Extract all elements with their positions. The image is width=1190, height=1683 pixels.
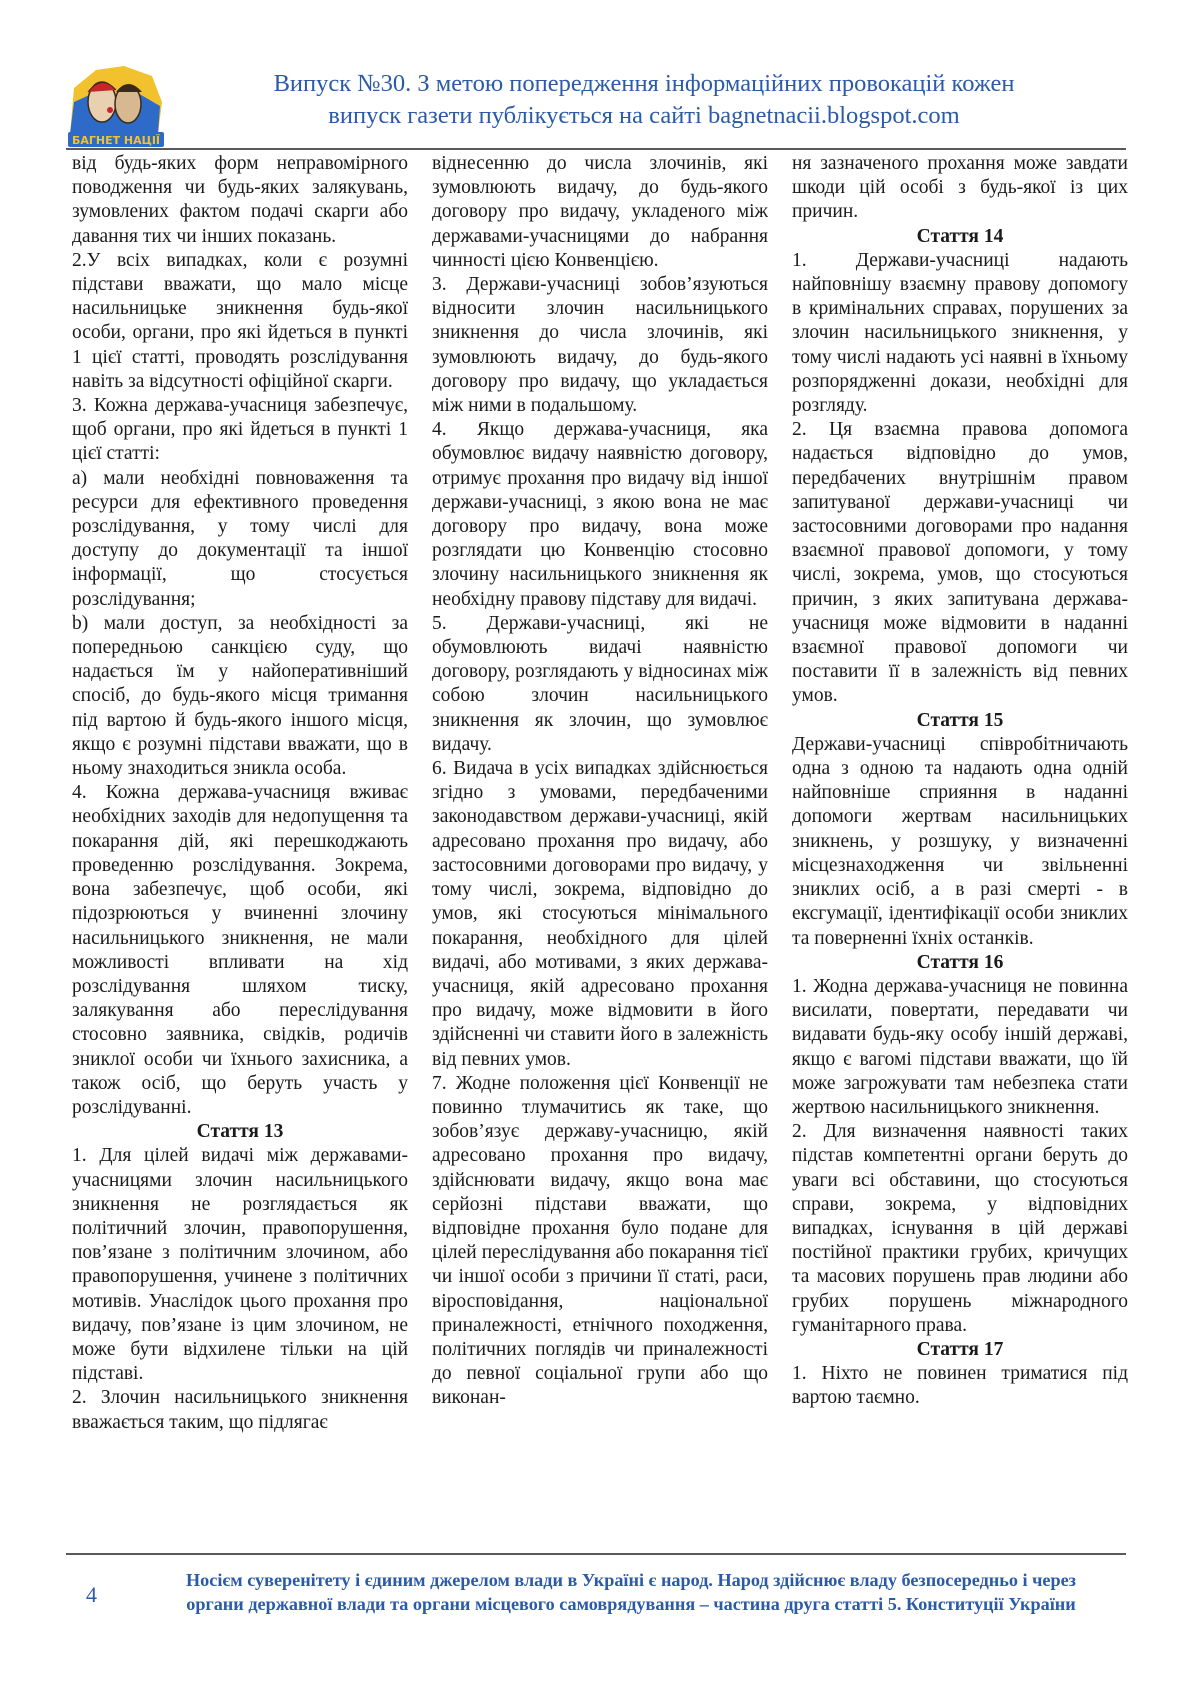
footer-quote <box>136 1568 1126 1616</box>
paragraph: 2. Для визначення наявності таких підстав компетентні органи беруть до уваги всі обставини, що стосуються справи, зокрема, у відповідних випадках, існування в цій державі постійної практики грубих, кричущих та масових порушень прав людини або грубих порушень міжнародного гуманітарного права. <box>792 1121 1128 1336</box>
article-heading-13: Стаття 13 <box>196 1121 284 1143</box>
paragraph: 4. Якщо держава-учасниця, яка обумовлює видачу наявністю договору, отримує прохання про видачу від іншої держави-учасниці, з якою вона не має договору про видачу, вона може розглядати цю Конвенцію стосовно злочину насильницького зникнення як необхідну правову підставу для видачі. <box>432 419 768 610</box>
text-column-2 <box>432 152 768 1548</box>
article-heading-16: Стаття 16 <box>916 951 1004 973</box>
paragraph: ня зазначеного прохання може завдати шкоди цій особі з будь-якої із цих причин. <box>792 153 1128 223</box>
article-heading-17: Стаття 17 <box>916 1338 1004 1360</box>
footer-line-1: Носієм суверенітету і єдиним джерелом влади в Україні є народ. Народ здійснює владу безпосередньо і через <box>186 1570 1076 1590</box>
article-heading-15: Стаття 15 <box>916 709 1004 731</box>
paragraph: 1. Для цілей видачі між державами-учасницями злочин насильницького зникнення не розглядається як політичний злочин, правопорушення, пов’язане з політичним злочином, або правопорушення, учинене з політичних мотивів. Унаслідок цього прохання про видачу, пов’язане із цим злочином, не може бути відхилене тільки на цій підставі. <box>72 1145 408 1385</box>
paragraph: 1. Ніхто не повинен триматися під вартою таємно. <box>792 1363 1128 1409</box>
paragraph: 1. Жодна держава-учасниця не повинна висилати, повертати, передавати чи видавати будь-яку особу іншій державі, якщо є вагомі підстави вважати, що їй може загрожувати там небезпека стати жертвою насильницького зникнення. <box>792 975 1128 1118</box>
paragraph: 6. Видача в усіх випадках здійснюється згідно з умовами, передбаченими законодавством держави-учасниці, якій адресовано прохання про видачу, або застосовними договорами про видачу, у тому числі, зокрема, відповідно до умов, які стосуються мінімального покарання, необхідного для цілей видачі, або мотивами, з яких держава-учасниця, якій адресовано прохання про видачу, може відмовити в його здійсненні чи ставити його в залежність від певних умов. <box>432 758 768 1070</box>
paragraph: 4. Кожна держава-учасниця вживає необхідних заходів для недопущення та покарання дій, які перешкоджають проведенню розслідування. Зокрема, вона забезпечує, щоб особи, які підозрюються у вчиненні злочину насильницького зникнення, не мали можливості впливати на хід розслідування шляхом тиску, залякування або переслідування стосовно заявника, свідків, родичів зниклої особи чи їхнього захисника, а також осіб, що беруть участь у розслідуванні. <box>72 782 408 1118</box>
paragraph: 3. Держави-учасниці зобов’язуються відносити злочин насильницького зникнення до числа злочинів, які зумовлюють видачу, до будь-якого договору про видачу, що укладається між ними в подальшому. <box>432 274 768 417</box>
header-line-2: випуск газети публікується на сайті bagnetnacii.blogspot.com <box>328 102 960 129</box>
article-heading-14: Стаття 14 <box>916 225 1004 247</box>
paragraph: від будь-яких форм неправомірного поводження чи будь-яких залякувань, зумовлених фактом подачі скарги або давання тих чи інших показань. <box>72 153 408 247</box>
paragraph: a) мали необхідні повноваження та ресурси для ефективного проведення розслідування, у тому числі для доступу до документації та іншої інформації, що стосується розслідування; <box>72 467 408 610</box>
paragraph: Держави-учасниці співробітничають одна з одною та надають одна одній найповніше сприяння в наданні допомоги жертвам насильницьких зникнень, у розшуку, у визначенні місцезнаходження чи звільненні зниклих осіб, а в разі смерті - в ексгумації, ідентифікації особи зниклих та поверненні їхніх останків. <box>792 733 1128 949</box>
paragraph: 2.У всіх випадках, коли є розумні підстави вважати, що мало місце насильницьке зникнення будь-якої особи, органи, про які йдеться в пункті 1 цієї статті, проводять розслідування навіть за відсутності офіційної скарги. <box>72 249 408 392</box>
header-divider <box>66 148 1126 150</box>
text-column-3 <box>792 152 1128 1548</box>
paragraph: 2. Злочин насильницького зникнення вважається таким, що підлягає <box>72 1387 408 1433</box>
paragraph: 1. Держави-учасниці надають найповнішу взаємну правову допомогу в кримінальних справах, порушених за злочин насильницького зникнення, у тому числі надають усі наявні в їхньому розпорядженні докази, необхідні для розгляду. <box>792 249 1128 417</box>
logo-graphic <box>66 62 166 148</box>
header-line-1: Випуск №30. З метою попередження інформаційних провокацій кожен <box>273 70 1015 97</box>
page-header <box>66 62 1126 148</box>
paragraph: 5. Держави-учасниці, які не обумовлюють видачі наявністю договору, розглядають у відносинах між собою злочин насильницького зникнення як злочин, що зумовлює видачу. <box>432 612 768 755</box>
page-number: 4 <box>86 1582 97 1607</box>
logo-lettering: БАГНЕТ НАЦІЇ <box>71 134 161 147</box>
footer-line-2: органи державної влади та органи місцевого самоврядування – частина друга статті 5. Конституції України <box>186 1594 1076 1614</box>
text-column-1 <box>72 152 408 1548</box>
paragraph: 3. Кожна держава-учасниця забезпечує, щоб органи, про які йдеться в пункті 1 цієї статті: <box>72 395 408 465</box>
header-title <box>174 68 1114 132</box>
footer-divider <box>66 1553 1126 1555</box>
paragraph: віднесенню до числа злочинів, які зумовлюють видачу, до будь-якого договору про видачу, укладеного між державами-учасницями до набрання чинності цією Конвенцією. <box>432 153 768 271</box>
paragraph: b) мали доступ, за необхідності за попередньою санкцією суду, що надається їм у найоперативніший спосіб, до будь-якого місця тримання під вартою й будь-якого іншого місця, якщо є розумні підстави вважати, що в ньому знаходиться зникла особа. <box>72 612 408 780</box>
newspaper-logo <box>66 62 166 148</box>
paragraph: 2. Ця взаємна правова допомога надається відповідно до умов, передбачених внутрішнім правом запитуваної держави-учасниці чи застосовними договорами про надання взаємної правової допомоги, у тому числі, зокрема, умов, що стосуються причин, з яких запитувана держава-учасниця може відмовити в наданні взаємної правової допомоги чи поставити її в залежність від певних умов. <box>792 419 1128 707</box>
paragraph: 7. Жодне положення цієї Конвенції не повинно тлумачитись як таке, що зобов’язує державу-учасницю, якій адресовано прохання про видачу, здійснювати видачу, якщо вона має серйозні підстави вважати, що відповідне прохання було подане для цілей переслідування або покарання тієї чи іншої особи з причини її статі, раси, віросповідання, національної приналежності, етнічного походження, політичних поглядів чи приналежності до певної соціальної групи або що виконан- <box>432 1072 768 1409</box>
